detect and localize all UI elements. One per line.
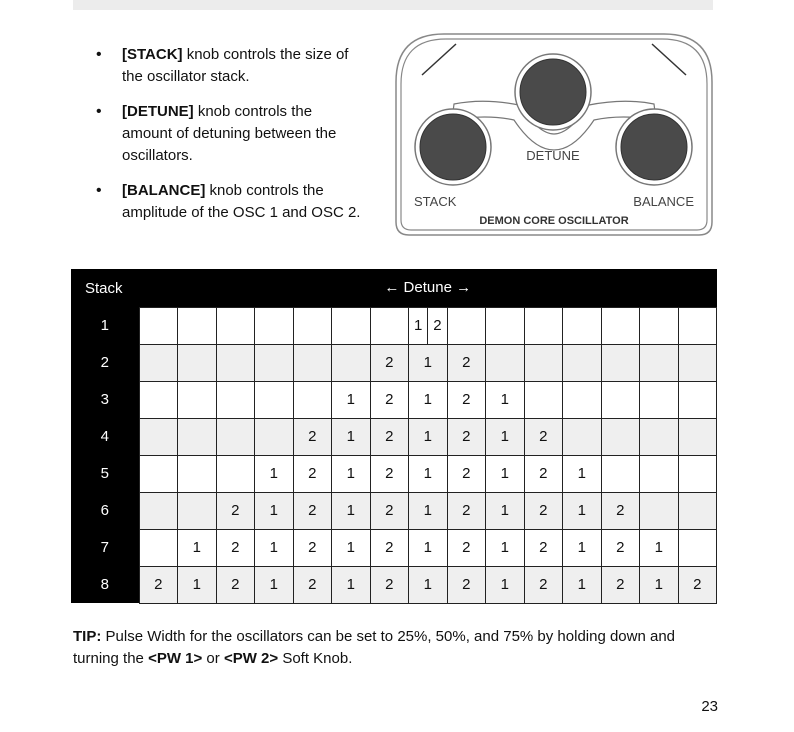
table-cell: 1	[178, 566, 217, 603]
table-cell: 1	[409, 566, 448, 603]
table-cell: 2	[601, 529, 640, 566]
table-cell	[524, 381, 563, 418]
page-number: 23	[701, 698, 718, 715]
stack-row-label: 8	[71, 566, 139, 603]
bullet-detune-key: [DETUNE]	[122, 103, 194, 120]
table-cell: 1	[486, 492, 525, 529]
table-cell	[139, 307, 178, 344]
table-cell: 2	[293, 455, 332, 492]
table-cell: 2	[447, 529, 486, 566]
table-cell: 1	[255, 455, 294, 492]
stack-row-label: 1	[71, 307, 139, 344]
table-cell	[216, 418, 255, 455]
table-cell: 1	[332, 529, 371, 566]
table-cell: 2	[293, 529, 332, 566]
tip-label: TIP:	[73, 628, 102, 645]
table-cell: 2	[524, 566, 563, 603]
bullet-balance-key: [BALANCE]	[122, 182, 206, 199]
table-cell: 2	[370, 492, 409, 529]
table-cell	[255, 381, 294, 418]
table-cell	[447, 307, 486, 344]
table-cell	[640, 307, 679, 344]
table-cell: 1	[486, 455, 525, 492]
balance-knob-label: BALANCE	[633, 194, 694, 209]
table-cell	[178, 492, 217, 529]
stack-knob-label: STACK	[414, 194, 457, 209]
stack-row-label: 7	[71, 529, 139, 566]
table-cell	[678, 418, 717, 455]
table-cell	[678, 307, 717, 344]
table-cell: 1	[409, 455, 448, 492]
table-cell	[640, 492, 679, 529]
table-cell	[640, 455, 679, 492]
table-cell	[139, 455, 178, 492]
table-cell: 1	[332, 492, 371, 529]
center-pair-value: 1	[409, 308, 428, 344]
stack-knob	[420, 114, 486, 180]
table-cell	[524, 344, 563, 381]
table-row	[71, 566, 717, 603]
tip-note	[73, 626, 723, 670]
table-cell: 2	[447, 566, 486, 603]
table-cell: 1	[486, 381, 525, 418]
table-cell	[640, 418, 679, 455]
tip-pw1: <PW 1>	[148, 650, 203, 667]
bullet-balance	[96, 180, 366, 224]
table-cell: 2	[447, 455, 486, 492]
table-cell	[678, 455, 717, 492]
table-cell	[178, 307, 217, 344]
stack-row-label: 3	[71, 381, 139, 418]
table-cell	[255, 307, 294, 344]
bullet-stack	[96, 44, 366, 88]
table-cell: 1	[255, 529, 294, 566]
table-cell: 2	[447, 344, 486, 381]
stack-row-label: 4	[71, 418, 139, 455]
table-cell: 2	[293, 418, 332, 455]
table-cell	[139, 381, 178, 418]
table-cell: 2	[370, 418, 409, 455]
table-cell: 1	[332, 455, 371, 492]
table-row	[71, 307, 717, 344]
table-row	[71, 418, 717, 455]
table-cell: 1	[486, 418, 525, 455]
table-cell	[601, 381, 640, 418]
table-cell: 1	[409, 529, 448, 566]
table-cell	[486, 344, 525, 381]
table-cell: 1	[409, 418, 448, 455]
balance-knob	[621, 114, 687, 180]
table-cell: 1	[486, 529, 525, 566]
table-cell	[178, 344, 217, 381]
stack-column-header: Stack	[71, 269, 139, 307]
table-cell	[216, 344, 255, 381]
table-cell	[178, 418, 217, 455]
table-cell	[563, 307, 602, 344]
table-cell	[293, 344, 332, 381]
table-cell: 2	[370, 566, 409, 603]
table-cell: 1	[332, 381, 371, 418]
table-row	[71, 455, 717, 492]
table-cell: 2	[216, 566, 255, 603]
table-cell	[563, 418, 602, 455]
table-cell: 1	[178, 529, 217, 566]
table-cell: 1	[486, 566, 525, 603]
table-cell: 2	[293, 492, 332, 529]
table-cell: 2	[370, 381, 409, 418]
table-cell: 1	[409, 381, 448, 418]
table-cell: 2	[216, 529, 255, 566]
table-cell	[216, 455, 255, 492]
table-cell	[601, 344, 640, 381]
table-cell	[524, 307, 563, 344]
tip-text-2: or	[202, 650, 224, 667]
table-cell	[139, 492, 178, 529]
table-cell	[293, 307, 332, 344]
tip-text-1: Pulse Width for the oscillators can be set to 25%, 50%, and 75% by holding down and turning the	[73, 628, 676, 667]
header-bar	[73, 0, 713, 10]
table-cell: 1	[409, 492, 448, 529]
stack-row-label: 2	[71, 344, 139, 381]
table-cell	[216, 307, 255, 344]
table-cell	[332, 307, 371, 344]
table-cell: 1	[563, 566, 602, 603]
table-cell	[486, 307, 525, 344]
table-cell: 2	[601, 566, 640, 603]
table-cell: 2	[370, 529, 409, 566]
table-cell	[332, 344, 371, 381]
table-cell: 2	[524, 418, 563, 455]
bullet-detune-text: knob controls the amount of detuning between the oscillators.	[122, 103, 337, 164]
detune-column-header: ← Detune →	[139, 269, 717, 307]
table-cell: 1	[563, 455, 602, 492]
table-cell	[370, 307, 409, 344]
stack-row-label: 5	[71, 455, 139, 492]
table-cell: 1	[255, 566, 294, 603]
table-row	[71, 344, 717, 381]
oscillator-panel-diagram	[394, 32, 714, 238]
panel-title: DEMON CORE OSCILLATOR	[479, 215, 629, 227]
table-cell: 2	[524, 492, 563, 529]
table-cell	[409, 307, 448, 344]
table-cell: 2	[524, 529, 563, 566]
table-cell: 2	[447, 381, 486, 418]
bullet-stack-key: [STACK]	[122, 46, 183, 63]
table-header-row	[71, 269, 717, 307]
table-cell	[178, 381, 217, 418]
table-cell: 1	[409, 344, 448, 381]
detune-knob	[520, 59, 586, 125]
table-cell	[139, 418, 178, 455]
table-cell	[640, 344, 679, 381]
stack-row-label: 6	[71, 492, 139, 529]
table-cell	[139, 529, 178, 566]
table-cell	[255, 344, 294, 381]
table-cell: 2	[216, 492, 255, 529]
panel-left-slant	[422, 44, 456, 75]
table-cell: 2	[447, 492, 486, 529]
table-cell: 1	[332, 418, 371, 455]
table-row	[71, 492, 717, 529]
table-cell: 1	[640, 566, 679, 603]
stack-detune-table	[71, 269, 717, 604]
table-cell	[678, 529, 717, 566]
panel-right-slant	[652, 44, 686, 75]
table-cell	[601, 455, 640, 492]
table-cell	[678, 381, 717, 418]
knob-description-list	[96, 44, 366, 237]
table-cell	[255, 418, 294, 455]
table-cell: 1	[563, 492, 602, 529]
table-cell	[640, 381, 679, 418]
bullet-stack-text: knob controls the size of the oscillator stack.	[122, 46, 349, 85]
table-cell: 2	[447, 418, 486, 455]
table-cell: 1	[255, 492, 294, 529]
table-cell: 2	[370, 344, 409, 381]
center-pair-value: 2	[433, 317, 442, 334]
tip-text-3: Soft Knob.	[278, 650, 353, 667]
table-cell	[139, 344, 178, 381]
table-cell: 1	[563, 529, 602, 566]
bullet-detune	[96, 101, 366, 167]
table-cell: 2	[293, 566, 332, 603]
table-cell: 1	[640, 529, 679, 566]
table-cell	[678, 492, 717, 529]
table-cell	[601, 307, 640, 344]
table-cell	[563, 381, 602, 418]
table-cell	[563, 344, 602, 381]
table-cell: 2	[370, 455, 409, 492]
table-cell: 1	[332, 566, 371, 603]
table-cell	[216, 381, 255, 418]
table-cell	[293, 381, 332, 418]
table-row	[71, 529, 717, 566]
bullet-balance-text: knob controls the amplitude of the OSC 1 and OSC 2.	[122, 182, 361, 221]
table-cell: 2	[139, 566, 178, 603]
tip-pw2: <PW 2>	[223, 650, 279, 667]
table-cell: 2	[601, 492, 640, 529]
table-cell: 2	[678, 566, 717, 603]
table-cell	[601, 418, 640, 455]
table-cell	[178, 455, 217, 492]
table-row	[71, 381, 717, 418]
table-cell: 2	[524, 455, 563, 492]
table-cell	[678, 344, 717, 381]
center-split-cell	[409, 308, 447, 344]
detune-knob-label: DETUNE	[526, 148, 580, 163]
